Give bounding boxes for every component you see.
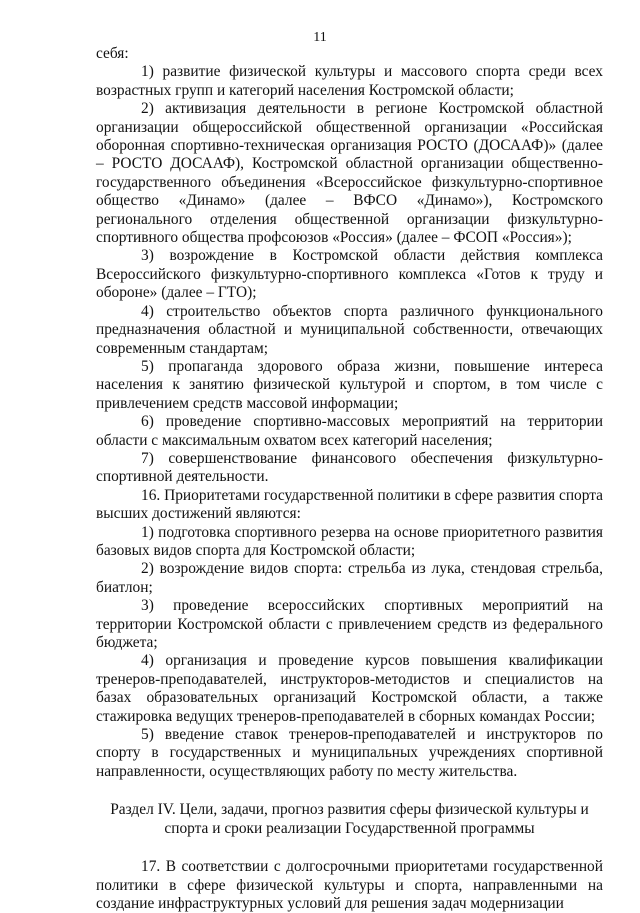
- list-item-6: 6) проведение спортивно-массовых мероприятий на территории области с максимальным охватом всех категорий населения;: [96, 413, 603, 449]
- section-heading-line-1: Раздел IV. Цели, задачи, прогноз развития сферы физической культуры и: [110, 801, 589, 819]
- list-item-3: 3) возрождение в Костромской области действия комплекса Всероссийского физкультурно-спортивного комплекса «Готов к труду и обороне» (далее – ГТО);: [96, 247, 603, 302]
- section-heading-line-2: спорта и сроки реализации Государственной программы: [164, 819, 535, 837]
- list-item-1: 1) развитие физической культуры и массового спорта среди всех возрастных групп и категорий населения Костромской области;: [96, 63, 603, 99]
- clause-16: 16. Приоритетами государственной политики в сфере развития спорта высших достижений являются:: [96, 486, 603, 523]
- clause-16-item-5: 5) введение ставок тренеров-преподавателей и инструкторов по спорту в государственных и муниципальных учреждениях спортивной направленности, осуществляющих работу по месту жительства.: [96, 726, 603, 780]
- clause-17: 17. В соответствии с долгосрочными приоритетами государственной политики в сфере физической культуры и спорта, направленными на создание инфраструктурных условий для решения задач модернизации: [96, 858, 603, 913]
- section-heading: [96, 801, 603, 838]
- clause-16-item-2: 2) возрождение видов спорта: стрельба из лука, стендовая стрельба, биатлон;: [96, 560, 603, 596]
- list-item-2: 2) активизация деятельности в регионе Костромской областной организации общероссийской общественной организации «Российская оборонная спортивно-техническая организация РОСТО (ДОСААФ)» (далее – РОСТО ДОСААФ), Костромской областной организации общественно-государственного объединения «Всероссийское физкультурно-спортивное общество «Динамо» (далее – ВФСО «Динамо»), Костромского регионального отделения общественной организации физкультурно-спортивного общества профсоюзов «Россия» (далее – ФСОП «Россия»);: [96, 100, 603, 247]
- clause-16-item-4: 4) организация и проведение курсов повышения квалификации тренеров-преподавателей, инструкторов-методистов и специалистов на базах образовательных организаций Костромской области, а также стажировка ведущих тренеров-преподавателей в сборных командах России;: [96, 652, 603, 725]
- page-number: 11: [313, 30, 327, 45]
- clause-16-item-3: 3) проведение всероссийских спортивных мероприятий на территории Костромской области с привлечением средств из федерального бюджета;: [96, 597, 603, 651]
- list-item-7: 7) совершенствование финансового обеспечения физкультурно-спортивной деятельности.: [96, 449, 603, 486]
- clause-16-item-1: 1) подготовка спортивного резерва на основе приоритетного развития базовых видов спорта для Костромской области;: [96, 523, 603, 559]
- paragraph-continuation: себя:: [96, 45, 129, 62]
- list-item-5: 5) пропаганда здорового образа жизни, повышение интереса населения к занятию физической культурой и спортом, в том числе с привлечением средств массовой информации;: [96, 357, 603, 412]
- list-item-4: 4) строительство объектов спорта различного функционального предназначения областной и муниципальной собственности, отвечающих современным стандартам;: [96, 302, 603, 357]
- document-body: [96, 45, 603, 913]
